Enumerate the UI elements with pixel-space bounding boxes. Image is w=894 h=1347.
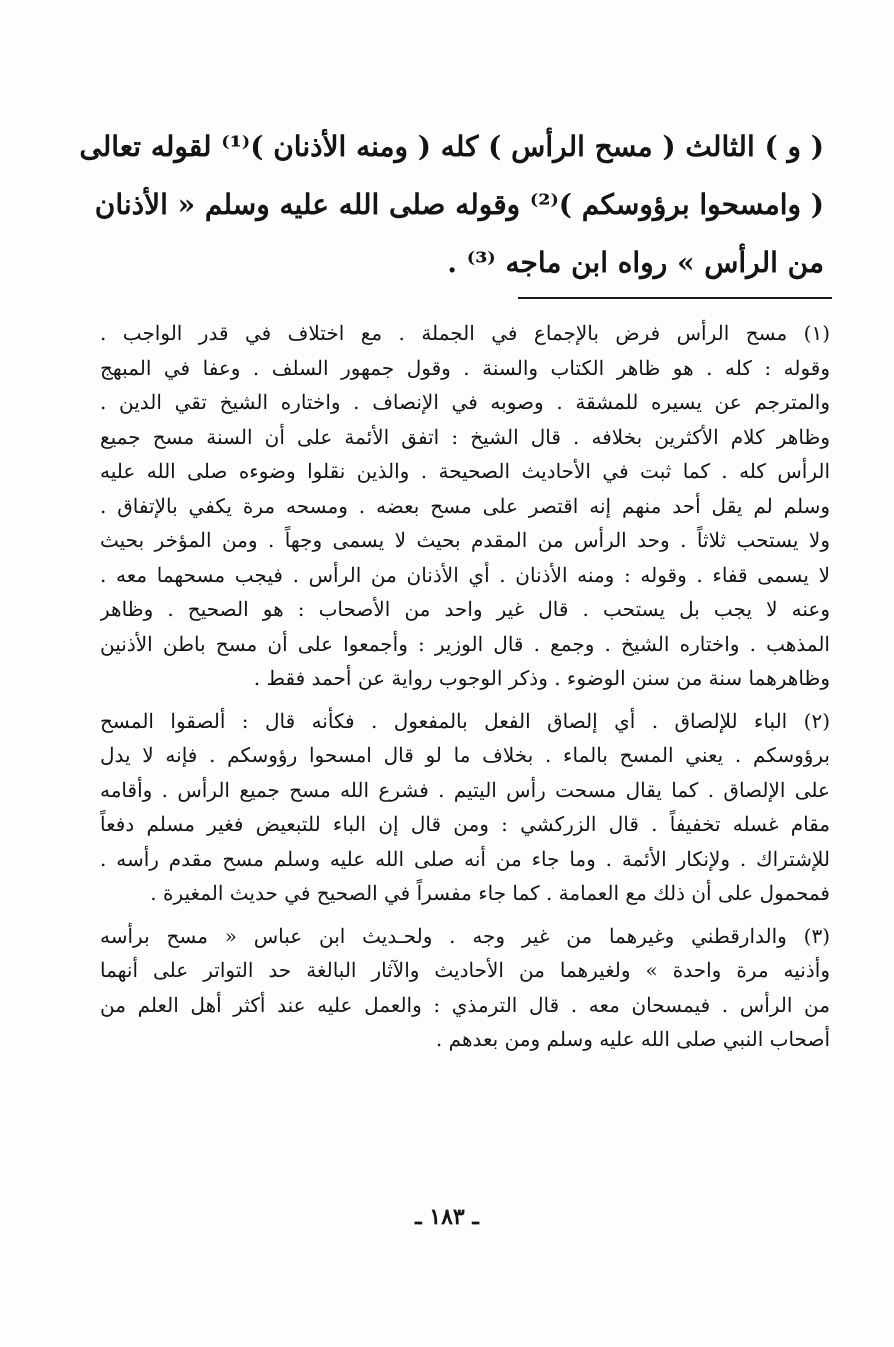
footnote-line: المذهب . واختاره الشيخ . وجمع . قال الوزير : وأجمعوا على أن مسح باطن الأذنين (100, 631, 830, 656)
footnote-line: والمترجم عن يسيره للمشقة . وصوبه في الإنصاف . واختاره الشيخ تقي الدين . (100, 390, 830, 414)
footnotes-section (100, 316, 830, 1065)
page-number: ـ ١٨٣ ـ (415, 1204, 479, 1230)
main-text-line: ( و ) الثالث ( مسح الرأس ) كله ( ومنه الأذنان )⁽¹⁾ لقوله تعالى (79, 130, 824, 163)
footnote-line: (٣) والدارقطني وغيرهما من غير وجه . ولحـديث ابن عباس « مسح برأسه (100, 923, 830, 948)
footnote-line: (٢) الباء للإلصاق . أي إلصاق الفعل بالمفعول . فكأنه قال : ألصقوا المسح (100, 708, 830, 733)
footnote-line: للإشتراك . ولإنكار الأئمة . وما جاء من أنه صلى الله عليه وسلم مسح مقدم رأسه . (100, 846, 830, 871)
footnote-line: وقوله : كله . هو ظاهر الكتاب والسنة . وقول جمهور السلف . وعفا في المبهج (100, 355, 830, 380)
footnote-line: وظاهر كلام الأكثرين بخلافه . قال الشيخ : اتفق الأئمة على أن السنة مسح جميع (100, 424, 830, 449)
footnote-line: وأذنيه مرة واحدة » ولغيرهما من الأحاديث والآثار البالغة حد التواتر على أنهما (100, 958, 830, 982)
footnote-line: على الإلصاق . كما يقال مسحت رأس اليتيم . فشرع الله مسح جميع الرأس . وأقامه (100, 777, 830, 802)
footnote-line: برؤوسكم . يعني المسح بالماء . بخلاف ما لو قال امسحوا رؤوسكم . فإنه لا يدل (100, 743, 830, 767)
main-text-line: ( وامسحوا برؤوسكم )⁽²⁾ وقوله صلى الله عليه وسلم « الأذنان (94, 188, 824, 221)
footnote-line: وعنه لا يجب بل يستحب . قال غير واحد من الأصحاب : هو الصحيح . وظاهر (100, 597, 830, 621)
footnote-line: وسلم لم يقل أحد منهم إنه اقتصر على مسح بعضه . ومسحه مرة يكفي بالإتفاق . (100, 493, 830, 518)
footnote-line: مقام غسله تخفيفاً . قال الزركشي : ومن قال إن الباء للتبعيض فغير مسلم دفعاً (100, 812, 830, 836)
footnote-line: (١) مسح الرأس فرض بالإجماع في الجملة . مع اختلاف في قدر الواجب . (100, 321, 830, 345)
footnote-line: وظاهرهما سنة من سنن الوضوء . وذكر الوجوب رواية عن أحمد فقط . (253, 666, 830, 690)
footnote-line: ولا يستحب ثلاثاً . وحد الرأس من المقدم بحيث لا يسمى وجهاً . ومن المؤخر بحيث (100, 528, 830, 552)
footnote-3 (100, 919, 830, 1057)
footnote-1 (100, 316, 830, 696)
footnote-divider (518, 297, 832, 299)
footnote-line: لا يسمى قفاء . وقوله : ومنه الأذنان . أي الأذنان من الرأس . فيجب مسحهما معه . (100, 562, 830, 587)
footnote-line: فمحمول على أن ذلك مع العمامة . كما جاء مفسراً في الصحيح في حديث المغيرة . (150, 881, 830, 905)
footnote-line: أصحاب النبي صلى الله عليه وسلم ومن بعدهم . (435, 1027, 830, 1051)
footnote-line: من الرأس . فيمسحان معه . قال الترمذي : والعمل عليه عند أكثر أهل العلم من (100, 992, 830, 1017)
footnote-2 (100, 704, 830, 911)
footnote-line: الرأس كله . كما ثبت في الأحاديث الصحيحة . والذين نقلوا وضوءه صلى الله عليه (100, 459, 830, 483)
main-text-line: من الرأس » رواه ابن ماجه ⁽³⁾ . (447, 246, 824, 279)
main-text-block (79, 118, 824, 292)
